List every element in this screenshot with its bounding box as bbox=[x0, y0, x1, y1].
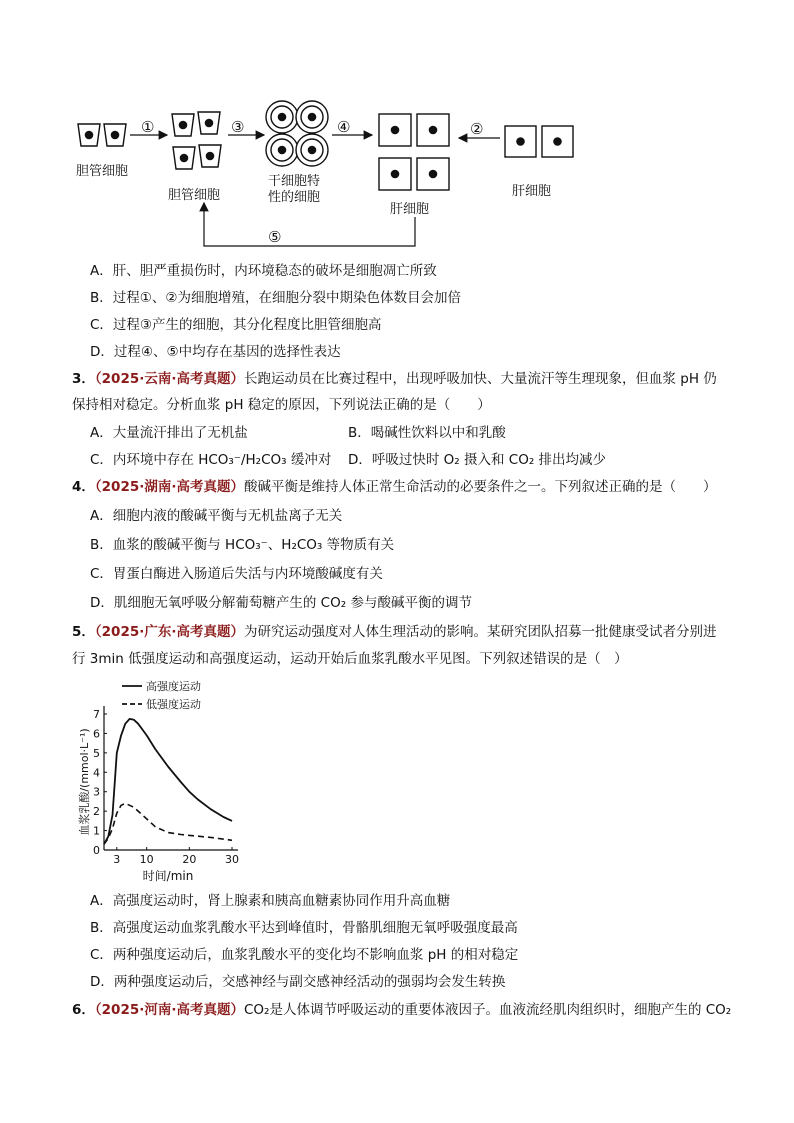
liver-cells-mid-label: 肝细胞 bbox=[390, 202, 430, 217]
q5-option-d: D．两种强度运动后，交感神经与副交感神经活动的强弱均会发生转换 bbox=[90, 974, 506, 990]
q3-option-a: A．大量流汗排出了无机盐 bbox=[90, 425, 248, 441]
x-tick-label: 3 bbox=[113, 853, 121, 866]
x-tick-label: 10 bbox=[139, 853, 154, 866]
q2-option-c: C．过程③产生的细胞，其分化程度比胆管细胞高 bbox=[90, 317, 382, 333]
liver-cells-right-icon bbox=[505, 126, 573, 157]
x-tick-label: 30 bbox=[225, 853, 239, 866]
q3-option-d: D．呼吸过快时 O₂ 摄入和 CO₂ 排出均减少 bbox=[348, 452, 607, 468]
step-1-label: ① bbox=[141, 118, 155, 136]
q3-source: （2025·云南·高考真题） bbox=[94, 371, 244, 387]
q4-source: （2025·湖南·高考真题） bbox=[94, 479, 244, 495]
q3-number: 3． bbox=[72, 371, 95, 387]
q5-option-a: A．高强度运动时，肾上腺素和胰高血糖素协同作用升高血糖 bbox=[90, 893, 451, 909]
step-2-label: ② bbox=[470, 120, 484, 138]
q4-option-d: D．肌细胞无氧呼吸分解葡萄糖产生的 CO₂ 参与酸碱平衡的调节 bbox=[90, 595, 472, 611]
y-tick-label: 5 bbox=[93, 746, 100, 760]
y-axis-label: 血浆乳酸/(mmol·L⁻¹) bbox=[78, 728, 91, 836]
q4-stem-line1 bbox=[72, 478, 717, 496]
q3-stem-line2: 保持相对稳定。分析血浆 pH 稳定的原因，下列说法正确的是（ ） bbox=[72, 397, 491, 413]
q4-number: 4． bbox=[72, 479, 95, 495]
q2-option-d: D．过程④、⑤中均存在基因的选择性表达 bbox=[90, 344, 341, 360]
stem-like-cells-label-2: 性的细胞 bbox=[268, 190, 321, 205]
q5-stem-text: 为研究运动强度对人体生理活动的影响。某研究团队招募一批健康受试者分别进 bbox=[244, 624, 717, 640]
step-3-label: ③ bbox=[231, 118, 245, 136]
q6-number: 6． bbox=[72, 1002, 95, 1018]
q5-stem-line1 bbox=[72, 623, 717, 641]
x-axis-label: 时间/min bbox=[142, 869, 194, 883]
legend-label-2: 低强度运动 bbox=[146, 698, 201, 711]
q5-number: 5． bbox=[72, 624, 95, 640]
y-tick-label: 1 bbox=[93, 824, 100, 838]
bile-duct-cells-mid-icon bbox=[172, 112, 221, 169]
q6-source: （2025·河南·高考真题） bbox=[94, 1002, 244, 1018]
q6-stem-text: CO₂是人体调节呼吸运动的重要体液因子。血液流经肌肉组织时，细胞产生的 CO₂ bbox=[244, 1002, 732, 1018]
step-4-label: ④ bbox=[337, 118, 351, 136]
q4-option-c: C．胃蛋白酶进入肠道后失活与内环境酸碱度有关 bbox=[90, 566, 383, 582]
legend-label-1: 高强度运动 bbox=[146, 680, 201, 693]
y-tick-label: 6 bbox=[93, 727, 100, 741]
q3-option-c: C．内环境中存在 HCO₃⁻/H₂CO₃ 缓冲对 bbox=[90, 452, 332, 468]
y-tick-label: 4 bbox=[93, 766, 100, 780]
stem-like-cells-label-1: 干细胞特 bbox=[268, 174, 321, 189]
q3-stem-line1 bbox=[72, 370, 717, 388]
q4-option-b: B．血浆的酸碱平衡与 HCO₃⁻、H₂CO₃ 等物质有关 bbox=[90, 537, 395, 553]
q4-stem-text: 酸碱平衡是维持人体正常生命活动的必要条件之一。下列叙述正确的是（ ） bbox=[244, 479, 717, 495]
liver-cells-mid-icon bbox=[379, 114, 449, 190]
y-tick-label: 0 bbox=[93, 844, 100, 857]
bile-duct-cells-left-label: 胆管细胞 bbox=[76, 164, 129, 179]
x-tick-label: 20 bbox=[182, 853, 197, 866]
series-line-1 bbox=[104, 719, 232, 844]
q3-option-b: B．喝碱性饮料以中和乳酸 bbox=[348, 425, 506, 441]
y-tick-label: 2 bbox=[93, 805, 100, 819]
q5-option-c: C．两种强度运动后，血浆乳酸水平的变化均不影响血浆 pH 的相对稳定 bbox=[90, 947, 519, 963]
q5-stem-line2: 行 3min 低强度运动和高强度运动，运动开始后血浆乳酸水平见图。下列叙述错误的是（ ） bbox=[72, 651, 628, 667]
q2-option-b: B．过程①、②为细胞增殖，在细胞分裂中期染色体数目会加倍 bbox=[90, 290, 461, 306]
y-tick-label: 7 bbox=[93, 708, 100, 721]
liver-cells-right-label: 肝细胞 bbox=[512, 184, 552, 199]
q4-option-a: A．细胞内液的酸碱平衡与无机盐离子无关 bbox=[90, 508, 343, 524]
q6-stem-line1 bbox=[72, 1001, 731, 1019]
y-tick-label: 3 bbox=[93, 785, 100, 799]
bile-duct-cells-mid-label: 胆管细胞 bbox=[168, 188, 221, 203]
q5-option-b: B．高强度运动血浆乳酸水平达到峰值时，骨骼肌细胞无氧呼吸强度最高 bbox=[90, 920, 518, 936]
bile-duct-cells-left-icon bbox=[78, 124, 126, 146]
q3-stem-text: 长跑运动员在比赛过程中，出现呼吸加快、大量流汗等生理现象，但血浆 pH 仍 bbox=[244, 371, 717, 387]
stem-like-cells-icon bbox=[266, 101, 328, 166]
q5-source: （2025·广东·高考真题） bbox=[94, 624, 244, 640]
step-5-label: ⑤ bbox=[268, 228, 282, 246]
q2-option-a: A．肝、胆严重损伤时，内环境稳态的破坏是细胞凋亡所致 bbox=[90, 263, 437, 279]
lactate-chart bbox=[60, 676, 280, 886]
